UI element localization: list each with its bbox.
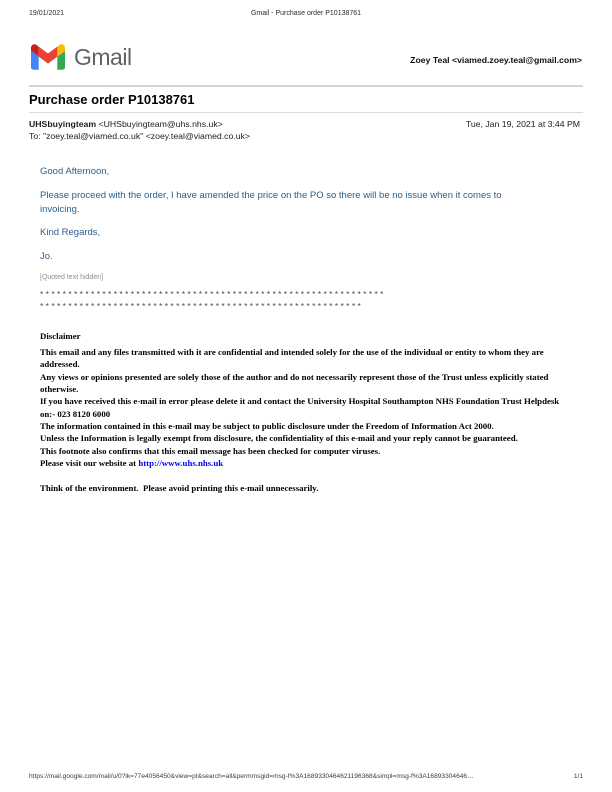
asterisk-separator-1: * * * * * * * * * * * * * * * * * * * * * * * * * * * * * * * * * * * * * * * * * * * * * * * * * * * * * * * * * * * * * — [40, 288, 384, 299]
message-text — [40, 165, 576, 264]
print-title: Gmail - Purchase order P10138761 — [250, 10, 362, 17]
disclaimer-heading: Disclaimer — [40, 330, 81, 341]
print-page-number: 1/1 — [573, 773, 583, 780]
sender-line — [29, 119, 223, 129]
message-body — [40, 165, 576, 495]
message-meta-row — [29, 119, 580, 129]
greeting-text: Good Afternoon, — [40, 166, 110, 177]
email-subject: Purchase order P10138761 — [29, 92, 195, 107]
print-header — [29, 10, 583, 17]
gmail-masthead — [31, 44, 582, 70]
disclaimer-line-viruses: This footnote also confirms that this email message has been checked for computer viruses. — [40, 445, 381, 456]
uhs-website-link[interactable]: http://www.uhs.nhs.uk — [138, 457, 224, 468]
sender-address: <UHSbuyingteam@uhs.nhs.uk> — [98, 119, 223, 129]
recipient-line: To: "zoey.teal@viamed.co.uk" <zoey.teal@viamed.co.uk> — [29, 130, 250, 141]
print-footer — [29, 773, 583, 780]
quoted-text-hidden: [Quoted text hidden] — [40, 273, 104, 281]
sender-name: UHSbuyingteam — [29, 119, 97, 129]
website-prefix: Please visit our website at — [40, 457, 139, 468]
disclaimer-block — [40, 330, 572, 495]
divider-subject — [29, 112, 583, 113]
body-paragraph: Please proceed with the order, I have amended the price on the PO so there will be no issue when it comes to invoicing. — [40, 189, 502, 215]
disclaimer-line-foi: The information contained in this e-mail may be subject to public disclosure under the Freedom of Information Act 2000. — [40, 420, 494, 431]
print-footer-url: https://mail.google.com/mail/u/0?ik=77e4056450&view=pt&search=all&permmsgid=msg-f%3A1689330464621196368&simpl=msg-f%3A16893304646… — [29, 773, 474, 780]
asterisk-separator-2: * * * * * * * * * * * * * * * * * * * * * * * * * * * * * * * * * * * * * * * * * * * * * * * * * * * * * * * * * — [40, 301, 361, 312]
divider-top — [29, 85, 583, 87]
disclaimer-line-error: If you have received this e-mail in error please delete it and contact the University Hospital Southampton NHS Foundation Trust Helpdesk on:- 023 8120 6000 — [40, 396, 560, 419]
closing-text: Kind Regards, — [40, 227, 101, 239]
message-date: Tue, Jan 19, 2021 at 3:44 PM — [465, 119, 580, 129]
disclaimer-line-confidential: This email and any files transmitted with it are confidential and intended solely for the use of the individual or entity to whom they are addressed. — [40, 347, 544, 370]
gmail-wordmark: Gmail — [74, 43, 132, 70]
print-date: 19/01/2021 — [29, 10, 65, 17]
signature-text: Jo. — [40, 251, 53, 263]
gmail-m-icon — [31, 44, 65, 70]
disclaimer-line-guarantee: Unless the Information is legally exempt from disclosure, the confidentiality of this e-mail and your reply cannot be guaranteed. — [40, 433, 518, 444]
gmail-logo — [31, 44, 132, 70]
account-email: Zoey Teal <viamed.zoey.teal@gmail.com> — [410, 55, 582, 65]
disclaimer-line-views: Any views or opinions presented are solely those of the author and do not necessarily represent those of the Trust unless explicitly stated otherwise. — [40, 371, 549, 395]
print-header-spacer — [445, 10, 584, 17]
environment-note: Think of the environment. Please avoid printing this e-mail unnecessarily. — [40, 483, 319, 494]
website-line — [40, 457, 572, 469]
